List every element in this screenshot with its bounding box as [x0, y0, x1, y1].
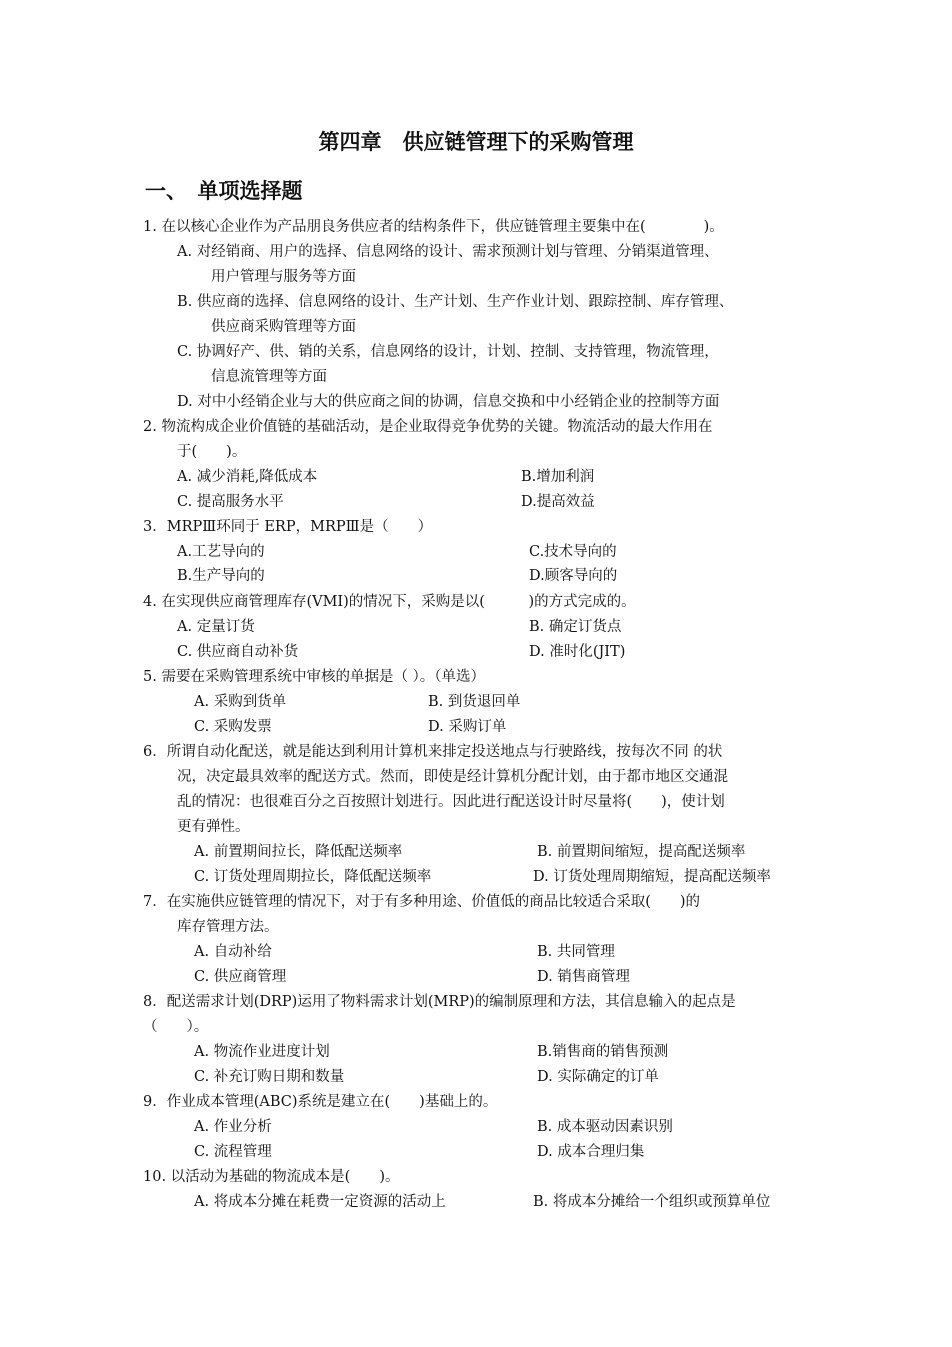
q4-option-d: D. 准时化(JIT) — [529, 644, 626, 660]
q6-stem-line-4: 更有弹性。 — [177, 819, 250, 835]
q6-stem-line-3: 乱的情况：也很难百分之百按照计划进行。因此进行配送设计时尽量将( )，使计划 — [177, 794, 725, 810]
q8-option-d: D. 实际确定的订单 — [537, 1069, 659, 1085]
q2-option-a: A. 减少消耗,降低成本 — [177, 469, 318, 485]
q10-option-a: A. 将成本分摊在耗费一定资源的活动上 — [194, 1194, 446, 1210]
q6-stem-line-2: 况，决定最具效率的配送方式。然而，即使是经计算机分配计划，由于都市地区交通混 — [177, 769, 728, 785]
q7-option-d: D. 销售商管理 — [537, 969, 630, 985]
q1-option-c-line-2: 信息流管理等方面 — [211, 369, 327, 385]
q1-option-d-line-1: D. 对中小经销企业与大的供应商之间的协调，信息交换和中小经销企业的控制等方面 — [177, 394, 720, 410]
q9-option-a: A. 作业分析 — [194, 1119, 272, 1135]
q3-option-b: B.生产导向的 — [177, 568, 265, 584]
q1-option-b-line-1: B. 供应商的选择、信息网络的设计、生产计划、生产作业计划、跟踪控制、库存管理、 — [177, 294, 734, 310]
q10-stem-line-1: 10. 以活动为基础的物流成本是( )。 — [143, 1169, 400, 1185]
q8-stem-line-1: 8．配送需求计划(DRP)运用了物料需求计划(MRP)的编制原理和方法，其信息输入的起点是 — [143, 994, 736, 1010]
q7-stem-line-2: 库存管理方法。 — [177, 919, 279, 935]
q8-stem-line-2: （ ）。 — [143, 1019, 209, 1035]
q6-option-a: A. 前置期间拉长，降低配送频率 — [194, 844, 403, 860]
q6-option-b: B. 前置期间缩短，提高配送频率 — [537, 844, 746, 860]
q7-option-a: A. 自动补给 — [194, 944, 272, 960]
q1-option-c-line-1: C. 协调好产、供、销的关系，信息网络的设计，计划、控制、支持管理，物流管理， — [177, 344, 719, 360]
q5-option-b: B. 到货退回单 — [428, 694, 521, 710]
q2-stem-line-1: 2. 物流构成企业价值链的基础活动，是企业取得竞争优势的关键。物流活动的最大作用在 — [143, 419, 713, 435]
q3-option-a: A.工艺导向的 — [177, 544, 265, 560]
q1-option-a-line-1: A. 对经销商、用户的选择、信息网络的设计、需求预测计划与管理、分销渠道管理、 — [177, 244, 719, 260]
q6-stem-line-1: 6．所谓自动化配送，就是能达到利用计算机来排定投送地点与行驶路线，按每次不同 的状 — [143, 744, 723, 760]
q9-option-c: C. 流程管理 — [194, 1144, 272, 1160]
q10-option-b: B. 将成本分摊给一个组织或预算单位 — [533, 1194, 771, 1210]
q7-option-b: B. 共同管理 — [537, 944, 615, 960]
q2-option-c: C. 提高服务水平 — [177, 494, 284, 510]
q5-option-a: A. 采购到货单 — [194, 694, 287, 710]
q1-option-a-line-2: 用户管理与服务等方面 — [211, 269, 356, 285]
q9-option-b: B. 成本驱动因素识别 — [537, 1119, 673, 1135]
q8-option-b: B.销售商的销售预测 — [537, 1044, 669, 1060]
q2-option-d: D.提高效益 — [521, 494, 595, 510]
q1-option-b-line-2: 供应商采购管理等方面 — [211, 319, 356, 335]
q8-option-c: C. 补充订购日期和数量 — [194, 1069, 345, 1085]
q9-stem-line-1: 9．作业成本管理(ABC)系统是建立在( )基础上的。 — [143, 1094, 498, 1110]
q3-option-d: D.顾客导向的 — [529, 568, 618, 584]
q4-option-b: B. 确定订货点 — [529, 619, 622, 635]
q5-option-c: C. 采购发票 — [194, 719, 272, 735]
q8-option-a: A. 物流作业进度计划 — [194, 1044, 330, 1060]
q5-option-d: D. 采购订单 — [428, 719, 507, 735]
q7-stem-line-1: 7．在实施供应链管理的情况下，对于有多种用途、价值低的商品比较适合采取( )的 — [143, 894, 701, 910]
q6-option-c: C. 订货处理周期拉长，降低配送频率 — [194, 869, 432, 885]
q7-option-c: C. 供应商管理 — [194, 969, 287, 985]
q4-option-c: C. 供应商自动补货 — [177, 644, 299, 660]
q2-stem-line-2: 于( )。 — [177, 444, 247, 460]
q6-option-d: D. 订货处理周期缩短，提高配送频率 — [533, 869, 771, 885]
section-heading: 一、 单项选择题 — [145, 179, 303, 203]
chapter-title: 第四章 供应链管理下的采购管理 — [318, 130, 634, 154]
q4-option-a: A. 定量订货 — [177, 619, 255, 635]
q3-stem-line-1: 3．MRPⅢ环同于 ERP，MRPⅢ是（ ） — [143, 519, 433, 535]
q1-stem-line-1: 1. 在以核心企业作为产品朋良务供应者的结构条件下，供应链管理主要集中在( )。 — [143, 219, 724, 235]
q9-option-d: D. 成本合理归集 — [537, 1144, 645, 1160]
q2-option-b: B.增加利润 — [521, 469, 595, 485]
q5-stem-line-1: 5. 需要在采购管理系统中审核的单据是（ ）。（单选） — [143, 669, 486, 685]
q4-stem-line-1: 4. 在实现供应商管理库存(VMI)的情况下，采购是以( )的方式完成的。 — [143, 594, 636, 610]
q3-option-c: C.技术导向的 — [529, 544, 617, 560]
